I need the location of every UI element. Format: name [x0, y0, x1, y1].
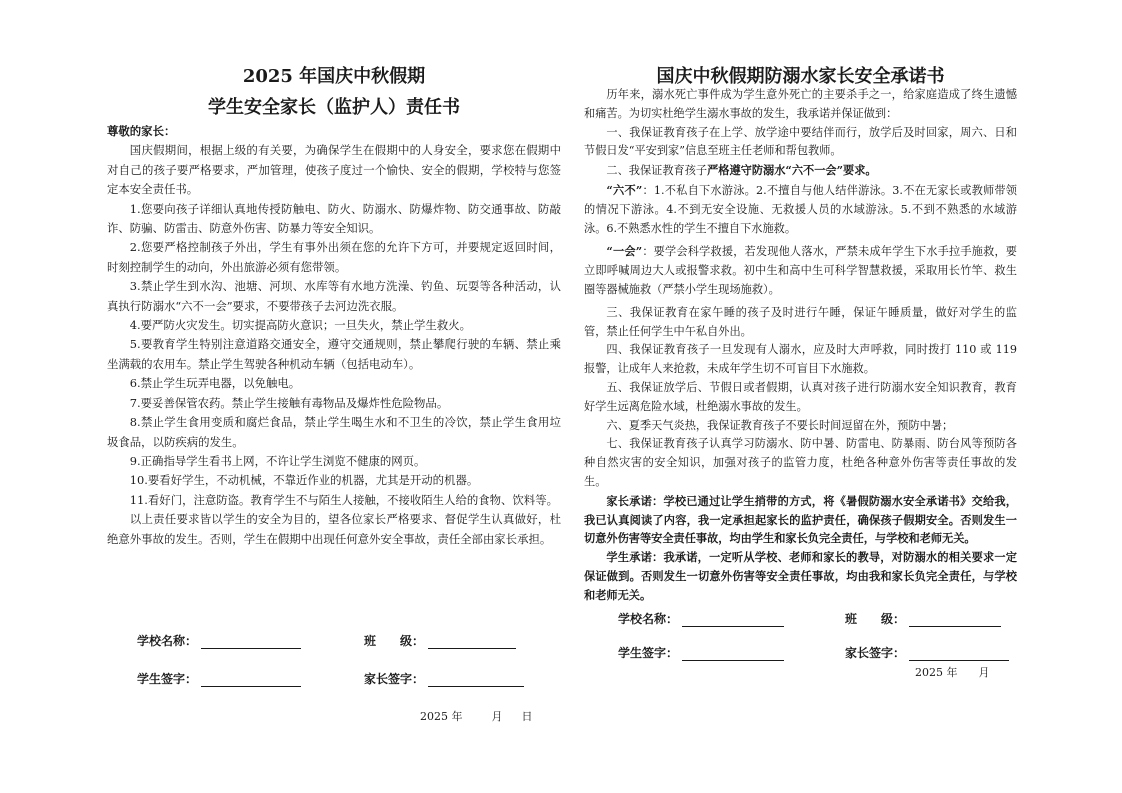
school-name-label: 学校名称： [137, 634, 198, 648]
six-nos-paragraph [584, 181, 1017, 238]
student-sign-label: 学生签字： [618, 646, 679, 660]
date-day: 日 [521, 710, 533, 723]
rule-item: 4.要严防火灾发生。切实提高防火意识；一旦失火，禁止学生救火。 [129, 318, 471, 333]
paragraph: 国庆假期间，根据上级的有关要，为确保学生在假期中的人身安全，要求您在假期中对自己的孩子要严格要求，严加管理，使孩子度过一个愉快、安全的假期，学校特与您签定本安全责任书。 [107, 143, 561, 197]
closing-paragraph: 以上责任要求皆以学生的安全为目的，望各位家长严格要求、督促学生认真做好，杜绝意外事故的发生。否则，学生在假期中出现任何意外安全事故，责任全部由家长承担。 [107, 512, 561, 546]
rule-item: 3.禁止学生到水沟、池塘、河坝、水库等有水地方洗澡、钓鱼、玩耍等各种活动，认真执行防溺水“六不一会”要求，不要带孩子去河边洗衣服。 [107, 279, 561, 313]
rule-item: 10.要看好学生，不动机械，不靠近作业的机器，尤其是开动的机器。 [129, 473, 479, 488]
school-name-blank[interactable] [682, 613, 784, 627]
rule-item: 8.禁止学生食用变质和腐烂食品，禁止学生喝生水和不卫生的冷饮，禁止学生食用垃圾食品，以防疾病的发生。 [107, 415, 561, 449]
left-body [107, 122, 561, 549]
pledge-item [584, 161, 1017, 181]
pledge-item: 一、我保证教育孩子在上学、放学途中要结伴而行，放学后及时回家，周六、日和节假日发“平安到家”信息至班主任老师和帮包教师。 [584, 125, 1017, 158]
pledge-item: 六、夏季天气炎热，我保证教育孩子不要长时间逗留在外，预防中暑； [606, 418, 954, 432]
pledge-item: 五、我保证放学后、节假日或者假期，认真对孩子进行防溺水安全知识教育，教育好学生远离危险水域，杜绝溺水事故的发生。 [584, 380, 1017, 413]
student-sign-blank[interactable] [201, 673, 301, 687]
parent-pledge: 家长承诺：学校已通过让学生捎带的方式，将《暑假防溺水安全承诺书》交给我，我已认真阅读了内容，我一定承担起家长的监护责任，确保孩子假期安全。否则发生一切意外伤害等安全责任事故，均由学生和家长负完全责任，与学校和老师无关。 [584, 493, 1017, 546]
class-label: 班 级： [364, 634, 425, 648]
intro-paragraph: 历年来，溺水死亡事件成为学生意外死亡的主要杀手之一，给家庭造成了终生遗憾和痛苦。为切实杜绝学生溺水事故的发生，我承诺并保证做到： [584, 88, 1017, 120]
parent-sign-blank[interactable] [428, 673, 524, 687]
pledge-item: 四、我保证教育孩子一旦发现有人溺水，应及时大声呼救，同时拨打 110 或 119 报警，让成年人来抢救，未成年学生切不可盲目下水施救。 [584, 343, 1017, 376]
class-blank[interactable] [428, 635, 516, 649]
parent-sign-label: 家长签字： [845, 646, 906, 660]
one-skill-label: “一会” [606, 244, 643, 259]
class-label: 班 级： [845, 612, 906, 626]
left-school-name-field[interactable] [137, 632, 301, 649]
six-nos-label: “六不” [606, 182, 643, 197]
pledge-emphasis: 严格遵守防溺水“六不一会”要求。 [707, 163, 877, 178]
right-date-line [915, 664, 990, 680]
date-month: 月 [978, 666, 990, 679]
class-blank[interactable] [909, 613, 1001, 627]
left-parent-sign-field[interactable] [364, 670, 524, 687]
student-sign-blank[interactable] [682, 647, 784, 661]
rule-item: 9.正确指导学生看书上网，不许让学生浏览不健康的网页。 [129, 453, 426, 468]
school-name-blank[interactable] [201, 635, 301, 649]
right-student-sign-field[interactable] [618, 644, 784, 661]
pledge-item: 七、我保证教育孩子认真学习防溺水、防中暑、防雷电、防暴雨、防台风等预防各种自然灾害的安全知识，加强对孩子的监管力度，杜绝各种意外伤害等责任事故的发生。 [584, 437, 1017, 488]
pledge-prefix: 二、我保证教育孩子 [606, 164, 708, 178]
student-pledge: 学生承诺：我承诺，一定听从学校、老师和家长的教导，对防溺水的相关要求一定保证做到。否则发生一切意外伤害等安全责任事故，均由我和家长负完全责任，与学校和老师无关。 [584, 550, 1017, 602]
student-sign-label: 学生签字： [137, 672, 198, 686]
parent-sign-blank[interactable] [909, 647, 1009, 661]
left-class-field[interactable] [364, 632, 516, 649]
left-title-line2: 学生安全家长（监护人）责任书 [208, 97, 460, 118]
date-year: 2025 年 [420, 710, 463, 723]
date-year: 2025 年 [915, 666, 958, 679]
rule-item: 1.您要向孩子详细认真地传授防触电、防火、防溺水、防爆炸物、防交通事故、防敲诈、防骗、防雷击、防意外伤害、防暴力等安全知识。 [107, 201, 561, 236]
left-title-line1: 2025 年国庆中秋假期 [242, 66, 426, 87]
one-skill-text: ：要学会科学救援，若发现他人落水，严禁未成年学生下水手拉手施救，要立即呼喊周边大人或报警求救。初中生和高中生可科学智慧救援，采取用长竹竿、救生圈等器械施救（严禁小学生现场施救）。 [584, 245, 1017, 296]
rule-item: 5.要教育学生特别注意道路交通安全，遵守交通规则，禁止攀爬行驶的车辆、禁止乘坐满载的农用车。禁止学生驾驶各种机动车辆（包括电动车）。 [107, 337, 561, 371]
left-student-sign-field[interactable] [137, 670, 301, 687]
date-month: 月 [491, 710, 503, 723]
rule-item: 6.禁止学生玩弄电器，以免触电。 [129, 376, 301, 391]
rule-item: 11.看好门，注意防盗。教育学生不与陌生人接触，不接收陌生人给的食物、饮料等。 [129, 492, 558, 507]
rule-item: 7.要妥善保管农药。禁止学生接触有毒物品及爆炸性危险物品。 [129, 395, 449, 410]
salutation: 尊敬的家长： [107, 124, 176, 138]
six-nos-text: ：1.不私自下水游泳。2.不擅自与他人结伴游泳。3.不在无家长或教师带领的情况下游泳。4.不到无安全设施、无救援人员的水域游泳。5.不到不熟悉的水域游泳。6.不熟悉水性的学生不擅自下水施救。 [584, 183, 1017, 235]
right-school-name-field[interactable] [618, 610, 784, 627]
rule-item: 2.您要严格控制孩子外出，学生有事外出须在您的允许下方可，并要规定返回时间，时刻控制学生的动向，外出旅游必须有您带领。 [107, 240, 561, 274]
school-name-label: 学校名称： [618, 612, 679, 626]
pledge-item: 三、我保证教育在家午睡的孩子及时进行午睡，保证午睡质量，做好对学生的监管，禁止任何学生中午私自外出。 [584, 305, 1017, 338]
right-title: 国庆中秋假期防溺水家长安全承诺书 [656, 66, 945, 87]
right-body [584, 86, 1017, 605]
left-date-line [420, 708, 533, 724]
right-class-field[interactable] [845, 610, 1001, 627]
one-skill-paragraph [584, 242, 1017, 299]
right-parent-sign-field[interactable] [845, 644, 1009, 661]
parent-sign-label: 家长签字： [364, 672, 425, 686]
